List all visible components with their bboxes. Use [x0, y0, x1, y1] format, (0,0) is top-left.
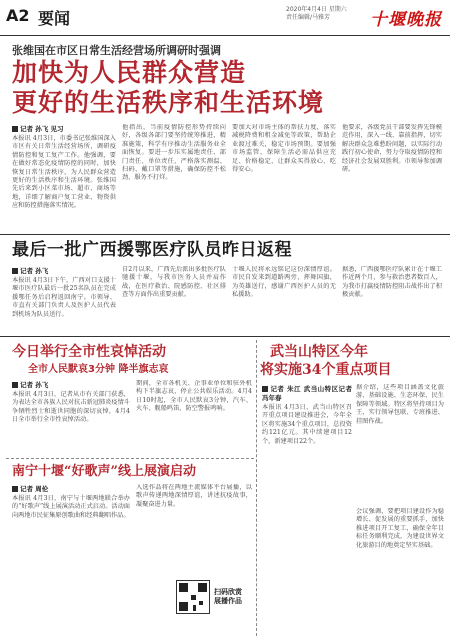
lead-column-2: 他指出，当前疫情防控形势持续向好，各级各部门要坚持统筹推进，精准施策，科学有序推动生活服务业全面恢复。要进一步压实属地责任、部门责任、单位责任，严格落实测温、扫码、戴口罩等措施，确保防控不松劲、服务不打烊。 [122, 124, 226, 182]
story3-body-1: 本报讯 4月3日，记者从市有关部门获悉，为表达全市各族人民对抗击新冠肺炎疫情斗争牺牲烈士和逝世同胞的深切哀悼，4月4日全市举行全市性哀悼活动。 [12, 391, 130, 424]
lead-kicker: 张维国在市区日常生活经营场所调研时强调 [12, 44, 221, 57]
story5-body-1: 本报讯 4月3日，武当山特区召开重点项目建设推进会，今年全区将实施34个重点项目，总投资约121亿元。其中续建项目12个，新建项目22个。 [262, 404, 352, 445]
story4-column-2: 入选作品将在两地主流媒体平台展播，以歌声传递两地深情厚谊，讲述抗疫故事，凝聚奋进力量。 [136, 484, 252, 508]
story5-headline-line2: 将实施34个重点项目 [260, 362, 392, 378]
editor-line: 责任编辑/马雅芳 [286, 14, 331, 21]
story3-column-1 [12, 380, 130, 454]
story4-byline: 记者 周伦 [12, 484, 130, 493]
byline-marker-icon [262, 386, 268, 392]
publish-date: 2020年4月4日 星期六 [286, 6, 347, 13]
story2-body-1: 本报讯 4月3日下午，广西对口支援十堰市医疗队最后一批25名队员在完成援鄂任务后启程返回南宁。市领导、市直有关部门负责人及医护人员代表到机场为队员送行。 [12, 277, 116, 318]
story5-column-2: 据介绍，这些项目涵盖文化旅游、基础设施、生态环保、民生保障等领域。特区将坚持项目为王，实行领导包联、专班推进、挂图作战。 [356, 384, 444, 425]
lead-headline-line1: 加快为人民群众营造 [12, 58, 247, 87]
story5-column-3: 会议强调，要把项目建设作为稳增长、促发展的重要抓手，加快推进项目开工复工，确保全年目标任务顺利完成，为建设世界文化旅游目的地奠定坚实基础。 [356, 508, 444, 549]
story3-divider [6, 458, 254, 459]
masthead-logo: 十堰晚报 [370, 10, 442, 30]
lead-column-4: 他要求，各级党员干部要发挥先锋模范作用，深入一线、靠前指挥，切实解决群众急难愁盼问题，以实际行动践行初心使命，努力夺取疫情防控和经济社会发展双胜利。市领导参加调研。 [342, 124, 442, 174]
lead-column-3: 要加大对市场主体的帮扶力度，落实减税降费和租金减免等政策，帮助企业渡过难关，稳定市场预期。要加强市场监管，保障生活必需品供应充足、价格稳定，让群众买得放心、吃得安心。 [232, 124, 336, 174]
header-meta [286, 6, 366, 22]
story3-headline: 今日举行全市性哀悼活动 [12, 344, 166, 360]
lead-body-1: 本报讯 4月3日，市委书记张维国深入市区有关日常生活经营场所，调研疫情防控和复工复产工作。他强调，要在做好常态化疫情防控的同时，加快恢复日常生活秩序，为人民群众营造更好的生活秩序和生活环境。张维国先后来到小区菜市场、超市、商场等地，详细了解商户复工营业、物资供应和防控措施落实情况。 [12, 135, 116, 210]
story3-byline: 记者 孙飞 [12, 380, 130, 389]
story5-headline-line1: 武当山特区今年 [270, 344, 368, 360]
story3-subhead: 全市人民默哀3分钟 降半旗志哀 [28, 364, 169, 375]
section-divider-2 [0, 336, 450, 337]
story4-headline: 南宁十堰“好歌声”线上展演启动 [12, 464, 196, 479]
story4-column-1 [12, 484, 130, 634]
lead-headline-line2: 更好的生活秩序和生活环境 [12, 88, 325, 117]
qr-code-icon[interactable] [176, 580, 210, 614]
byline-marker-icon [12, 382, 18, 388]
story2-column-3: 十堰人民将永远铭记这份深情厚谊。市民自发来到道路两旁，挥舞国旗，为英雄送行，感谢广西医护人员的无私援助。 [232, 266, 336, 299]
byline-marker-icon [12, 126, 18, 132]
story2-column-4: 据悉，广西援鄂医疗队累计在十堰工作近两个月，参与救治患者数百人，为我市打赢疫情防控阻击战作出了积极贡献。 [342, 266, 442, 299]
qr-caption: 扫码欣赏 展播作品 [214, 588, 242, 605]
byline-marker-icon [12, 268, 18, 274]
column-divider [256, 340, 257, 636]
story2-headline: 最后一批广西援鄂医疗队员昨日返程 [12, 240, 292, 260]
story5-byline: 记者 朱江 武当山特区记者 冯年春 [262, 385, 352, 402]
story3-column-2: 期间，全市各机关、企事业单位和驻外机构下半旗志哀，停止公共娱乐活动。4月4日10时起，全市人民默哀3分钟，汽车、火车、舰船鸣笛，防空警报鸣响。 [136, 380, 252, 413]
story2-column-2: 自2月以来，广西先后派出多批医疗队驰援十堰，与我市医务人员并肩作战，在医疗救治、院感防控、社区排查等方面作出重要贡献。 [122, 266, 226, 299]
section-name: 要闻 [38, 9, 71, 28]
story2-byline: 记者 孙飞 [12, 266, 116, 275]
lead-column-1 [12, 124, 116, 230]
story2-column-1 [12, 266, 116, 332]
section-divider-1 [0, 234, 450, 235]
page-header [0, 0, 450, 36]
story5-column-1 [262, 384, 352, 634]
section-code: A2 [6, 6, 30, 25]
story4-body-1: 本报讯 4月3日，南宁与十堰两地联合举办的“好歌声”线上展演活动正式启动。活动面向两地市民征集原创歌曲和经典翻唱作品。 [12, 495, 130, 519]
lead-byline: 记者 孙飞 见习 [12, 124, 116, 133]
byline-marker-icon [12, 486, 18, 492]
